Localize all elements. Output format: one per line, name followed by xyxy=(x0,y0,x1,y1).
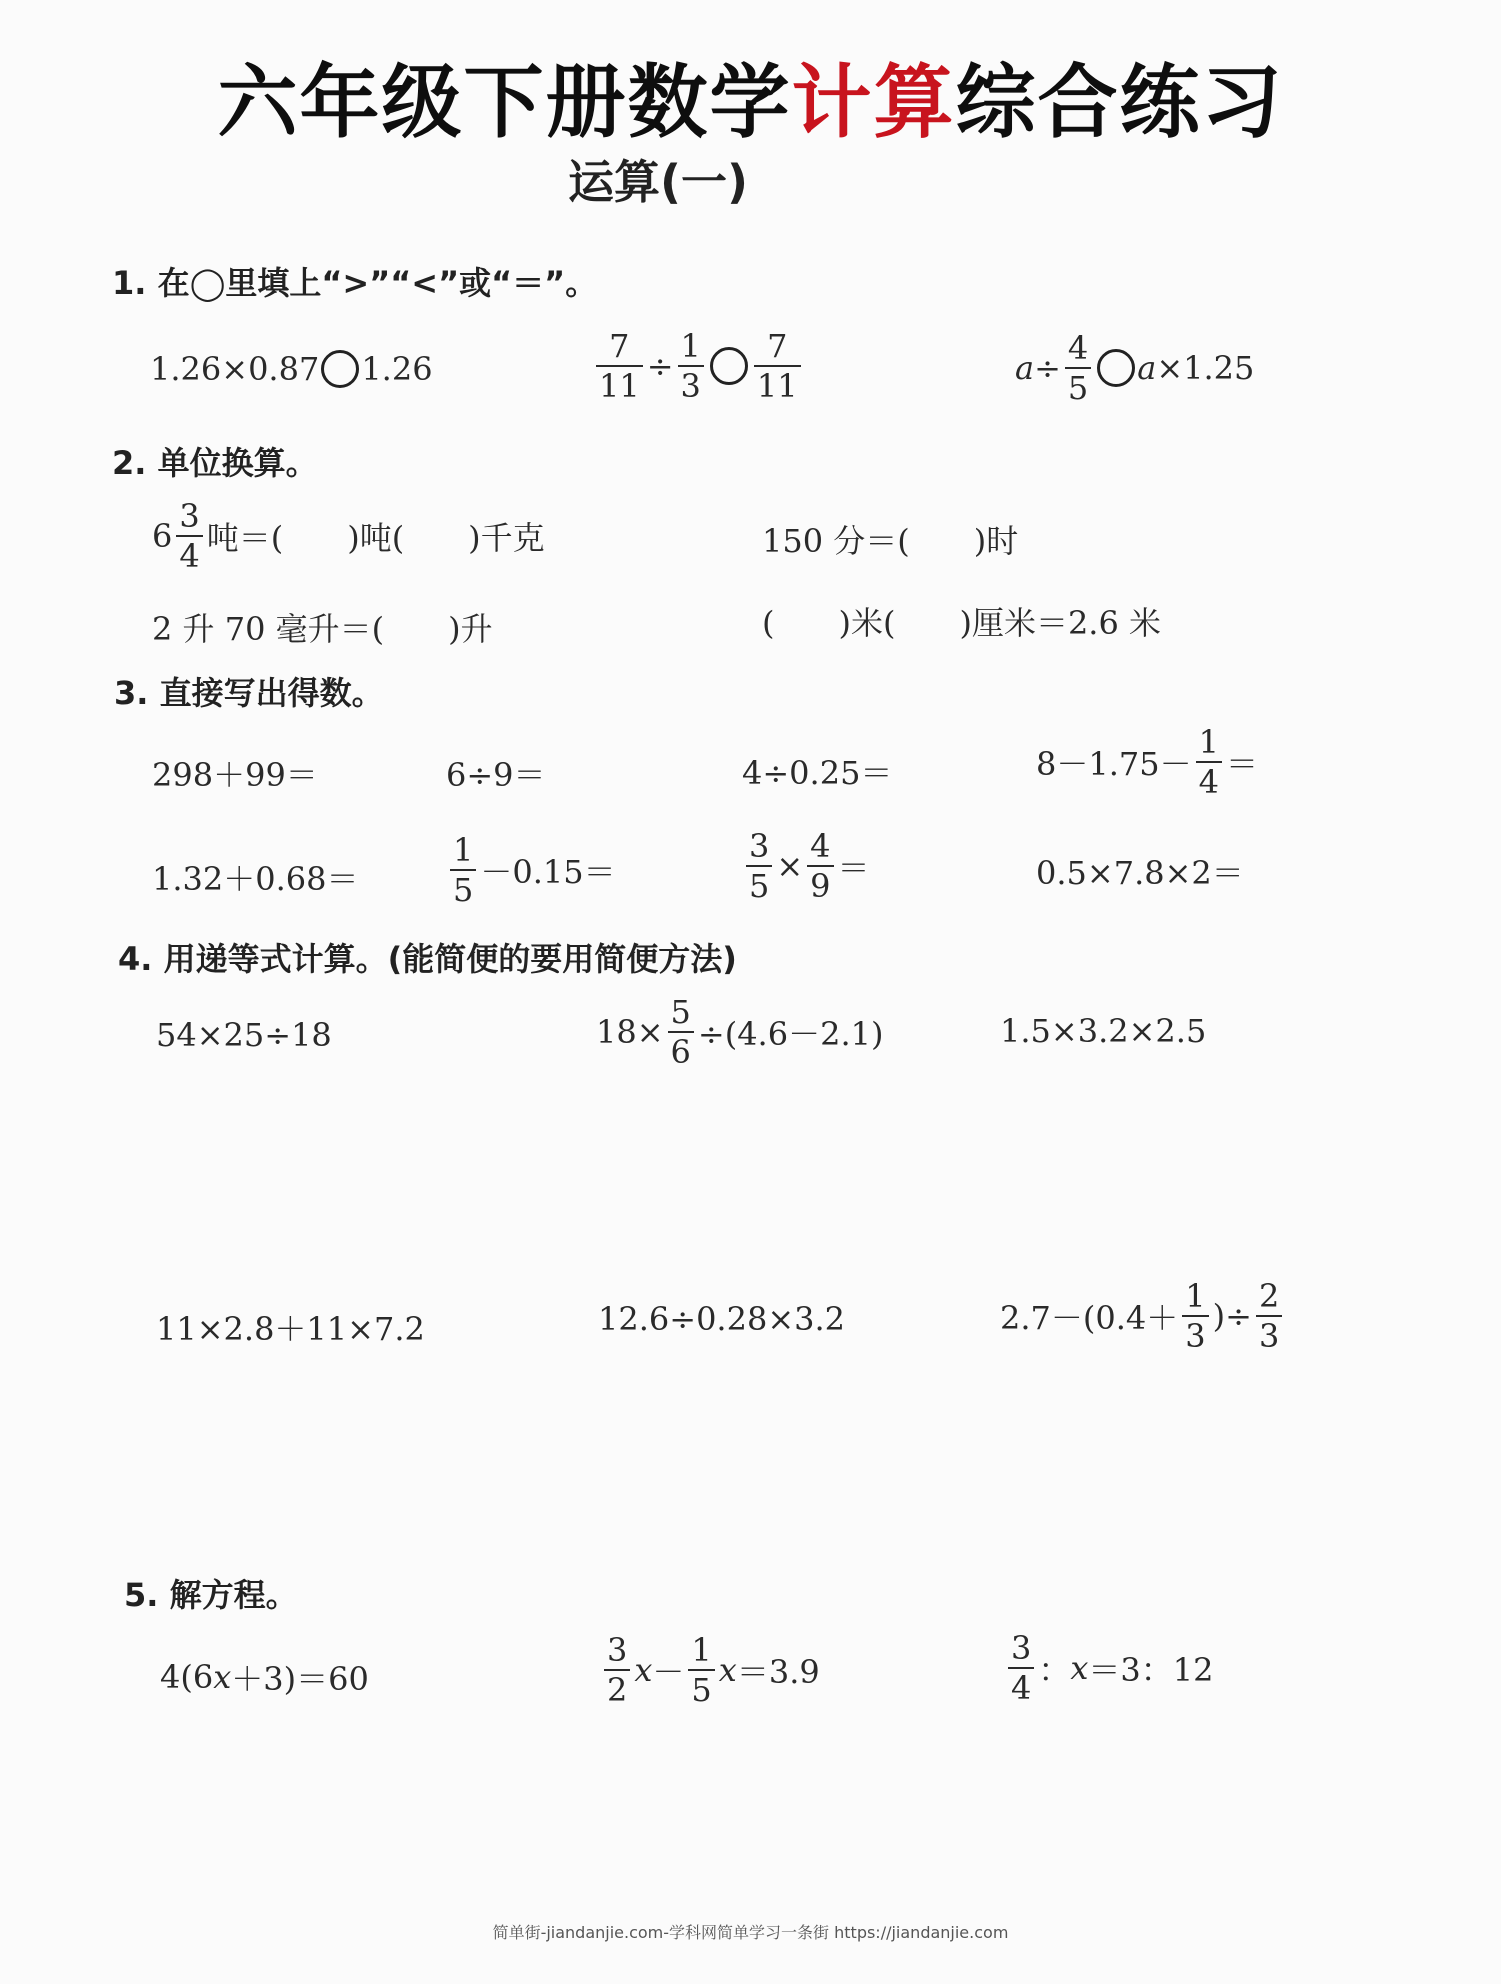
q3-b1: 1.32＋0.68＝ xyxy=(152,860,359,898)
q3-b4: 0.5×7.8×2＝ xyxy=(1036,854,1244,892)
q5-eq1 xyxy=(160,1654,369,1700)
q2-row-2: 150 分＝( )时 xyxy=(762,522,1019,560)
section-subtitle: 运算(一) xyxy=(568,155,749,209)
q4-d2: 12.6÷0.28×3.2 xyxy=(598,1300,846,1338)
operator: ÷ xyxy=(646,347,674,385)
fraction: $\frac{3}{5}$ xyxy=(746,830,772,902)
answer-circle[interactable] xyxy=(1097,349,1135,387)
fraction: $\frac{4}{5}$ xyxy=(1065,332,1091,404)
fraction: $\frac{1}{5}$ xyxy=(688,1634,714,1706)
q3-a1: 298＋99＝ xyxy=(152,756,318,794)
expr-text: ＝3：12 xyxy=(1088,1651,1214,1689)
q3-a3: 4÷0.25＝ xyxy=(742,754,893,792)
expr-text: －0.15＝ xyxy=(480,853,616,891)
fraction: $\frac{5}{6}$ xyxy=(668,996,694,1068)
expr-text: 1.26×0.87 xyxy=(150,350,320,388)
mixed-whole: 6 xyxy=(152,517,173,555)
question-5-heading: 5. 解方程。 xyxy=(124,1576,298,1614)
answer-circle[interactable] xyxy=(321,350,359,388)
question-3-heading: 3. 直接写出得数。 xyxy=(114,674,384,712)
q2-row-4: ( )米( )厘米＝2.6 米 xyxy=(762,604,1162,642)
q2-row-1 xyxy=(152,497,545,575)
q4-c3: 1.5×3.2×2.5 xyxy=(1000,1012,1207,1050)
question-2-heading: 2. 单位换算。 xyxy=(112,444,318,482)
expr-text: ＝ xyxy=(1225,745,1258,783)
fraction: $\frac{7}{11}$ xyxy=(754,330,801,402)
expr-text: ÷(4.6－2.1) xyxy=(697,1015,884,1053)
q4-c1: 54×25÷18 xyxy=(156,1016,332,1054)
variable: x xyxy=(634,1651,653,1689)
fraction: $\frac{1}{3}$ xyxy=(1182,1280,1208,1352)
operator: × xyxy=(776,847,804,885)
title-highlight: 计算 xyxy=(791,56,956,149)
variable: x xyxy=(718,1651,737,1689)
fraction: $\frac{1}{3}$ xyxy=(678,330,704,402)
operator: ： xyxy=(1038,1651,1071,1689)
expr-text: ＝3.9 xyxy=(736,1653,820,1691)
q3-b2 xyxy=(446,831,616,909)
expr-text: 8－1.75－ xyxy=(1036,745,1192,783)
q3-a4 xyxy=(1036,723,1258,801)
fraction: $\frac{1}{5}$ xyxy=(450,834,476,906)
q1-compare-3 xyxy=(1015,329,1255,407)
expr-text: 4(6 xyxy=(160,1658,214,1696)
fraction: $\frac{3}{4}$ xyxy=(176,500,202,572)
question-4-heading: 4. 用递等式计算。(能简便的要用简便方法) xyxy=(118,940,737,978)
q2-row-3: 2 升 70 毫升＝( )升 xyxy=(152,610,493,648)
q4-d3 xyxy=(1000,1277,1286,1355)
title-tail: 综合练习 xyxy=(955,56,1284,149)
q5-eq3 xyxy=(1004,1629,1214,1707)
variable: x xyxy=(213,1658,232,1696)
variable: a xyxy=(1015,349,1035,387)
fraction: $\frac{3}{4}$ xyxy=(1008,1632,1034,1704)
q5-eq2 xyxy=(600,1631,820,1709)
question-1-heading: 1. 在◯里填上“>”“<”或“＝”。 xyxy=(112,264,598,302)
q1-compare-1 xyxy=(150,350,433,388)
q3-a2: 6÷9＝ xyxy=(446,756,546,794)
expr-text: 1.26 xyxy=(361,350,433,388)
operator: ÷ xyxy=(1034,349,1061,387)
q3-b3 xyxy=(742,827,870,905)
expr-text: ＋3)＝60 xyxy=(231,1660,369,1698)
variable: a xyxy=(1137,349,1157,387)
expr-text: ＝ xyxy=(837,849,870,887)
fraction: $\frac{3}{2}$ xyxy=(604,1634,630,1706)
conversion-text: 吨＝( )吨( )千克 xyxy=(206,519,545,557)
q4-d1: 11×2.8＋11×7.2 xyxy=(156,1310,425,1348)
operator: － xyxy=(652,1653,685,1691)
title-main: 六年级下册数学 xyxy=(217,56,792,149)
answer-circle[interactable] xyxy=(710,347,748,385)
expr-text: 18× xyxy=(596,1013,664,1051)
q1-compare-2 xyxy=(592,327,805,405)
fraction: $\frac{4}{9}$ xyxy=(807,830,833,902)
expr-text: 2.7－(0.4＋ xyxy=(1000,1299,1179,1337)
variable: x xyxy=(1070,1649,1089,1687)
fraction: $\frac{2}{3}$ xyxy=(1256,1280,1282,1352)
q4-c2 xyxy=(596,993,884,1071)
page-title xyxy=(0,38,1501,153)
fraction: $\frac{1}{4}$ xyxy=(1196,726,1222,798)
expr-text: )÷ xyxy=(1212,1297,1252,1335)
fraction: $\frac{7}{11}$ xyxy=(596,330,643,402)
expr-text: ×1.25 xyxy=(1156,349,1255,387)
page-footer: 简单街-jiandanjie.com-学科网简单学习一条街 https://jiandanjie.com xyxy=(492,1923,1009,1942)
